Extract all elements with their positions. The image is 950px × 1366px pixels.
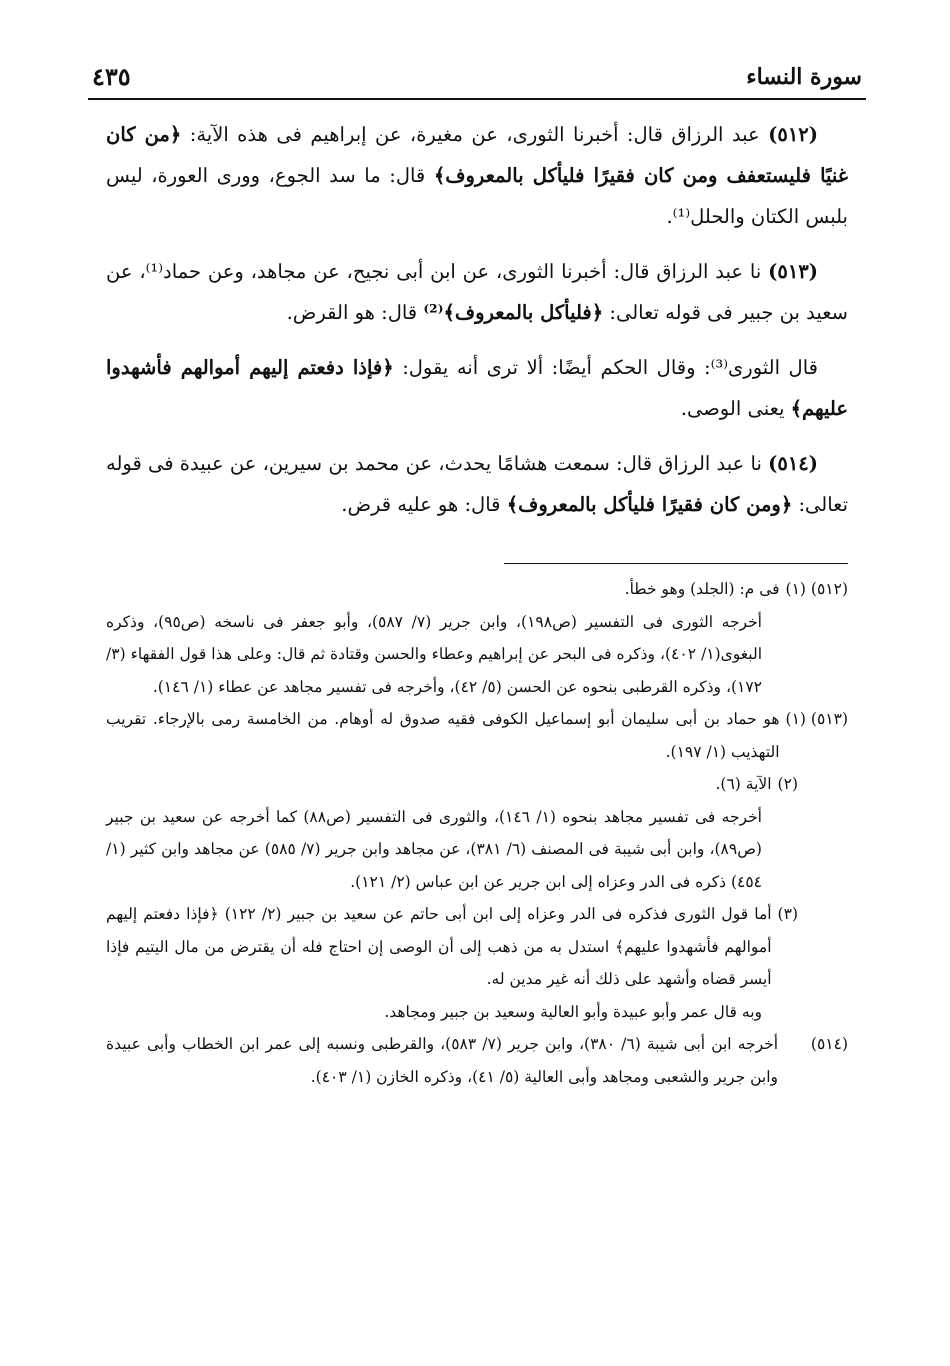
footnote-text: فى م: (الجلد) وهو خطأ. bbox=[624, 580, 780, 598]
main-text bbox=[106, 114, 848, 539]
hadith-text: قال الثورى⁽³⁾: وقال الحكم أيضًا: ألا ترى أنه يقول: bbox=[402, 356, 818, 379]
footnote-marker: (٣) bbox=[777, 905, 798, 923]
footnote bbox=[106, 703, 848, 768]
takhrij-note: أخرجه الثورى فى التفسير (ص١٩٨)، وابن جرير (٧/ ٥٨٧)، وأبو جعفر فى ناسخه (ص٩٥)، وذكره البغوى(١/ ٤٠٢)، وذكره فى البحر عن إبراهيم وعطاء والحسن وقتادة ثم قال: وعلى هذا قول الفقهاء (٣/ ١٧٢)، وذكره القرطبى بنحوه عن الحسن (٥/ ٤٢)، وأخرجه فى تفسير مجاهد عن عطاء (١/ ١٤٦). bbox=[106, 612, 762, 696]
hadith-513 bbox=[106, 251, 848, 333]
hadith-number: (٥١٤) bbox=[768, 452, 818, 475]
hadith-number: (٥١٢) bbox=[768, 123, 818, 146]
hadith-text: نا عبد الرزاق قال: أخبرنا الثورى، عن ابن أبى نجيح، عن مجاهد، وعن حماد⁽¹⁾، عن سعيد بن جبير فى قوله تعالى: bbox=[106, 260, 848, 324]
footnote bbox=[106, 768, 848, 801]
quran-verse: ﴿فليأكل بالمعروف﴾⁽²⁾ bbox=[423, 301, 604, 324]
footnote-marker: (٥١٤) bbox=[810, 1035, 848, 1053]
footnote-text: أما قول الثورى فذكره فى الدر وعزاه إلى ابن أبى حاتم عن سعيد بن جبير (٢/ ١٢٢) ﴿فإذا دفعتم إليهم أموالهم فأشهدوا عليهم﴾ استدل به من ذهب إلى أن الوصى إن احتاج فله أن يقترض من مال اليتيم فإذا أيسر قضاه وأشهد على ذلك أنه غير مدين له. bbox=[106, 905, 772, 988]
hadith-text: نا عبد الرزاق قال: سمعت هشامًا يحدث، عن محمد بن سيرين، عن عبيدة فى قوله تعالى: bbox=[106, 452, 848, 516]
hadith-text: قال: ما سد الجوع، وورى العورة، ليس بلبس الكتان والحلل⁽¹⁾. bbox=[106, 164, 848, 228]
takhrij-note: أخرجه فى تفسير مجاهد بنحوه (١/ ١٤٦)، والثورى فى التفسير (ص٨٨) كما أخرجه عن سعيد بن جبير (ص٨٩)، وابن أبى شيبة فى المصنف (٦/ ٣٨١)، عن مجاهد وابن جرير (٧/ ٥٨٥) عن مجاهد وابن كثير (١/ ٤٥٤) ذكره فى الدر وعزاه إلى ابن جرير عن ابن عباس (٢/ ١٢١). bbox=[106, 807, 762, 891]
hadith-text: يعنى الوصى. bbox=[680, 397, 785, 420]
takhrij-note: أخرجه ابن أبى شيبة (٦/ ٣٨٠)، وابن جرير (٧/ ٥٨٣)، والقرطبى ونسبه إلى عمر ابن الخطاب وأبى عبيدة وابن جرير والشعبى ومجاهد وأبى العالية (٥/ ٤١)، وذكره الخازن (١/ ٤٠٣). bbox=[106, 1035, 779, 1086]
footnote-text: وبه قال عمر وأبو عبيدة وأبو العالية وسعيد بن جبير ومجاهد. bbox=[384, 1002, 762, 1021]
footnote-marker: (٢) bbox=[777, 775, 798, 793]
quran-verse: ﴿من كان غنيًا فليستعفف ومن كان فقيرًا فليأكل بالمعروف﴾ bbox=[106, 123, 848, 187]
footnote bbox=[106, 898, 848, 996]
page-number: ٤٣٥ bbox=[92, 62, 131, 91]
hadith-512 bbox=[106, 114, 848, 237]
hadith-514 bbox=[106, 443, 848, 525]
footnote bbox=[106, 1028, 848, 1093]
quran-verse: ﴿ومن كان فقيرًا فليأكل بالمعروف﴾ bbox=[506, 493, 793, 516]
footnote-marker: (٥١٢) (١) bbox=[785, 580, 848, 598]
footnotes bbox=[106, 573, 848, 1093]
footnote-text: الآية (٦). bbox=[715, 775, 772, 793]
footnote-marker: (٥١٣) (١) bbox=[785, 710, 848, 728]
footnote-separator bbox=[504, 563, 848, 564]
footnote bbox=[106, 573, 848, 606]
hadith-text: قال: هو القرض. bbox=[286, 301, 418, 324]
hadith-text: قال: هو عليه قرض. bbox=[341, 493, 501, 516]
hadith-number: (٥١٣) bbox=[768, 260, 819, 283]
hadith-text: عبد الرزاق قال: أخبرنا الثورى، عن مغيرة، عن إبراهيم فى هذه الآية: bbox=[189, 123, 760, 146]
page-header bbox=[88, 58, 866, 100]
hadith-513-continuation bbox=[106, 347, 848, 429]
quran-verse: ﴿فإذا دفعتم إليهم أموالهم فأشهدوا عليهم﴾ bbox=[106, 356, 848, 420]
footnote-text: هو حماد بن أبى سليمان أبو إسماعيل الكوفى فقيه صدوق له أوهام. من الخامسة رمى بالإرجاء. تقريب التهذيب (١/ ١٩٧). bbox=[106, 710, 780, 761]
running-title: سورة النساء bbox=[746, 64, 862, 90]
